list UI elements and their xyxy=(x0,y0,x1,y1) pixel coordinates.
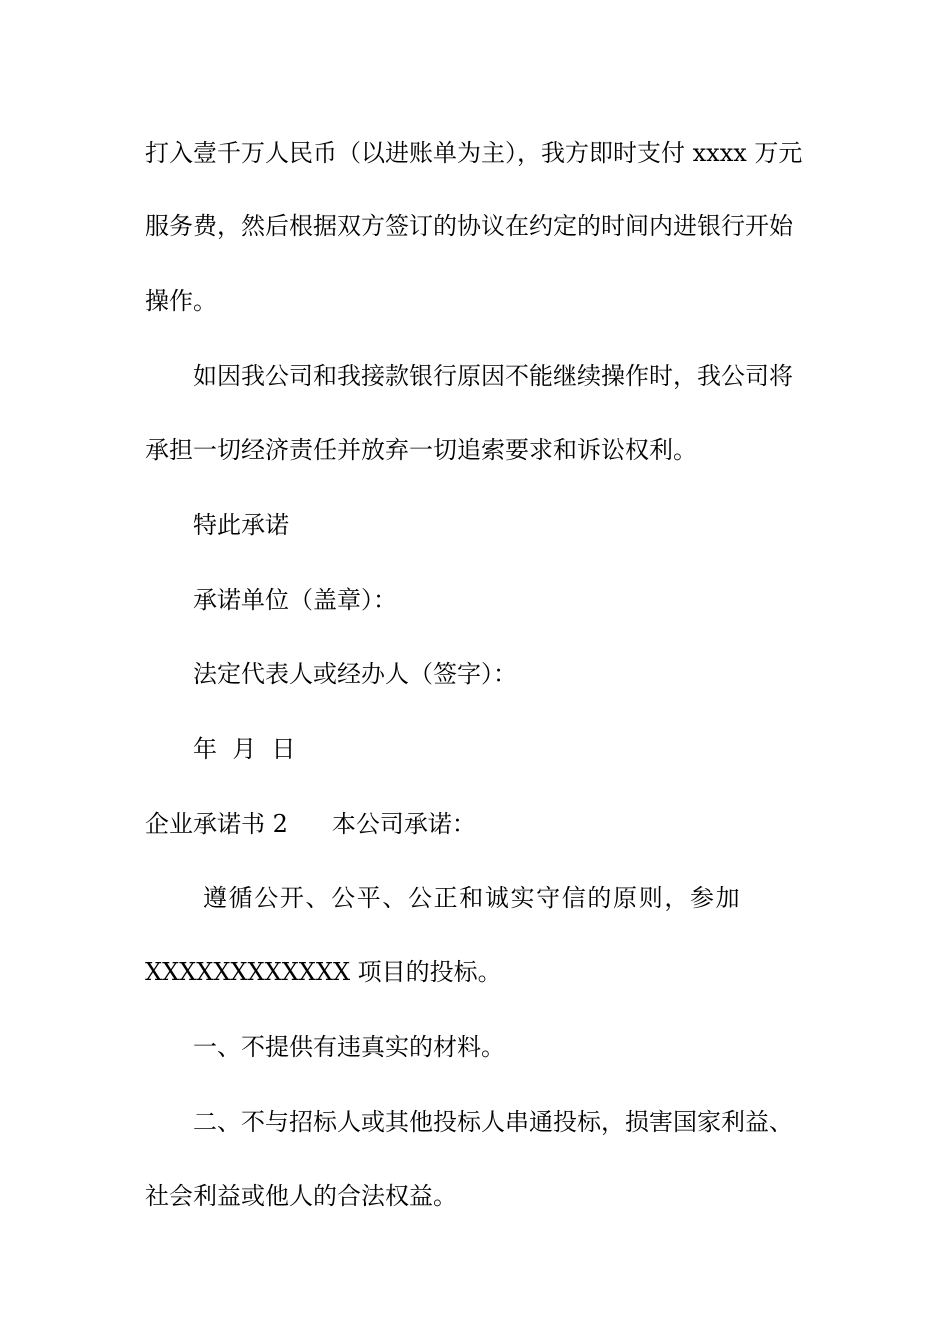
section-2-title: 企业承诺书 2 xyxy=(145,810,288,838)
signature-representative: 法定代表人或经办人（签字）： xyxy=(193,660,517,688)
closing-text: 特此承诺 xyxy=(193,511,289,539)
paragraph-1-line-1: 打入壹千万人民币（以进账单为主），我方即时支付 xxxx 万元 xyxy=(145,139,803,167)
paragraph-2-line-2: 承担一切经济责任并放弃一切追索要求和诉讼权利。 xyxy=(145,436,697,464)
signature-date: 年 月 日 xyxy=(193,735,296,763)
principle-line-1: 遵 循 公 开 、 公 平 、 公 正 和 诚 实 守 信 的 原 则 ， 参 加 xyxy=(203,884,740,912)
paragraph-1-line-3: 操作。 xyxy=(145,287,217,315)
paragraph-2-line-1: 如因我公司和我接款银行原因不能继续操作时，我公司将 xyxy=(193,362,793,390)
item-2-line-1: 二、不与招标人或其他投标人串通投标，损害国家利益、 xyxy=(193,1108,793,1136)
section-2-heading-line xyxy=(145,809,805,839)
item-1: 一、不提供有违真实的材料。 xyxy=(193,1033,505,1061)
signature-unit: 承诺单位（盖章）： xyxy=(193,586,397,614)
item-2-line-2: 社会利益或他人的合法权益。 xyxy=(145,1182,457,1210)
section-2-intro: 本公司承诺： xyxy=(331,810,476,838)
principle-line-2: XXXXXXXXXXXX 项目的投标。 xyxy=(145,958,502,986)
paragraph-1-line-2: 服务费，然后根据双方签订的协议在约定的时间内进银行开始 xyxy=(145,212,793,240)
